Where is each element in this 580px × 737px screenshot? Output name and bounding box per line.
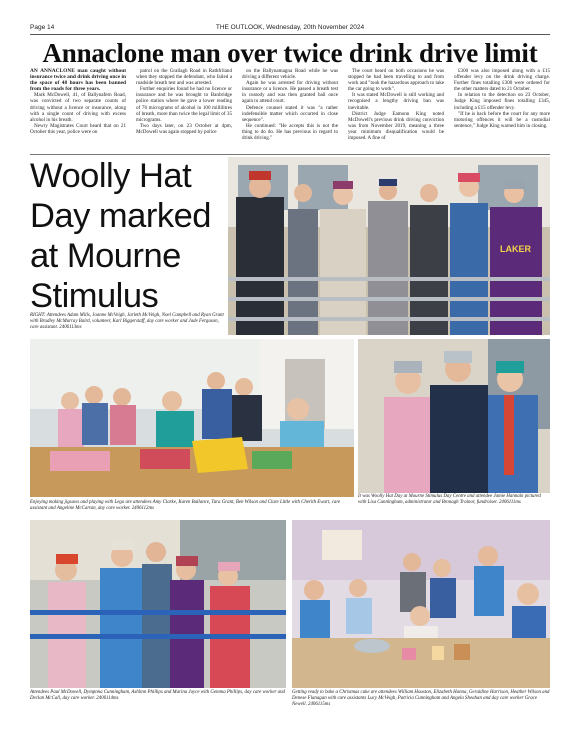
article-paragraph: He continued: "He accepts this is not the thing to do do. He has previous in regard to drink driving."	[242, 122, 338, 142]
caption-woolly-hat-trio: It was Woolly Hat Day at Mourne Stimulus Day Centre and attendee Jamie Hannain pictured with Lisa Cunningham, administrator and Bronagh Trainor, fundraiser. 2406111ms	[358, 494, 541, 505]
article-paragraph: The court heard on both occasions he was stopped he had been travelling to and from work and "took the hazardous approach to take the car going to work".	[348, 68, 444, 93]
article-column-1	[30, 68, 126, 152]
article-column-2	[136, 68, 232, 152]
article-paragraph: on the Ballynamagna Road while he was driving a different vehicle.	[242, 68, 338, 81]
caption-lego-table: Enjoying making jigsaws and playing with Lego are attendees Amy Clarke, Karen Ballance, Tara Grant, Ben Wilson and Clare Little with Cherith Ewart, care assistant and Angeline McCartan, day care worker. 2406112ms	[30, 500, 341, 511]
photo-group-outside	[228, 157, 550, 335]
page-header	[30, 24, 550, 34]
page-number: Page 14	[30, 24, 55, 31]
feature-title-line: at Mourne	[30, 237, 181, 275]
article-paragraph: It was stated McDowell is still working and recognised a lengthy driving ban was inevitable.	[348, 92, 444, 111]
article-paragraph: Mark McDowell, 41, of Ballynafern Road, was convicted of two separate counts of driving without a licence or insurance, along with a single count of driving with excess alcohol in his breath.	[30, 92, 126, 123]
article-paragraph: patrol on the Grallagh Road in Rathfriland when they stopped the defendant, who failed a roadside breath test and was arrested.	[136, 68, 232, 87]
caption-group-outside: RIGHT: Attendees Adam Mills, Joanne McVeigh, Jarleth McVeigh, Noel Campbell and Ryan Grant with Bradley McMurray Baird, volunteer, Karl Biggerstaff, day care worker and Jade Ferguson, care assistant. 2406113ms	[30, 313, 224, 330]
article-paragraph: Defence counsel stated it was "a rather indefensible matter which occurred in close sequence".	[242, 104, 338, 123]
article-paragraph: £300 was also imposed along with a £15 offender levy on the drink driving charge. Further fines totalling £300 were ordered for the other matters dated to 21 October.	[454, 68, 550, 93]
header-rule	[30, 34, 550, 35]
feature-title-line: Stimulus	[30, 277, 159, 315]
caption-christmas-cake-baking: Getting ready to bake a Christmas cake are attendees William Houston, Elizabeth Hanna, Geraldine Harrison, Heather Wilson and Denese Flanagan with care assistants Lucy McVeigh, Patricia Cunningham and Angela Sheahan and day care worker Grace Newell. 2406115ms	[292, 690, 550, 707]
feature-title-line: Woolly Hat	[30, 157, 192, 195]
article-paragraph: Newry Magistrates Court heard that on 21 October this year, police were on	[30, 122, 126, 135]
section-rule	[30, 154, 550, 155]
article-paragraph: Again he was arrested for driving without insurance or a licence. He passed a breath test in custody and was then granted bail once again to attend court.	[242, 80, 338, 105]
article-paragraph: Two days later, on 23 October at 4pm, McDowell was again stopped by police	[136, 122, 232, 135]
feature-title-line: Day marked	[30, 197, 211, 235]
masthead: THE OUTLOOK, Wednesday, 20th November 2024	[215, 24, 365, 31]
shirt-text: LAKER	[500, 244, 531, 254]
article-paragraph: In relation to the detection on 23 October, Judge King imposed fines totalling £345, including a £15 offender levy.	[454, 92, 550, 111]
article-paragraph: "If he is back before the court for any more motoring offences it will be a custodial sentence," Judge King warned him in closing.	[454, 110, 550, 129]
caption-attendees-railing: Attendees Paul McDowell, Dympnna Cunningham, Ashlinn Phillips and Marina Joyce with Gemma Phillips, day care worker and Declan McCall, day care worker. 2406114ms	[30, 690, 285, 701]
article-headline: Annaclone man over twice drink drive limit	[42, 38, 538, 68]
photo-christmas-cake-baking	[292, 520, 550, 688]
article-paragraph: District Judge Eamonn King noted McDowell's previous drink driving conviction was from November 2019, meaning a three year minimum disqualification would be imposed. A fine of	[348, 110, 444, 142]
article-column-3	[242, 68, 338, 152]
article-body	[30, 68, 550, 152]
photo-woolly-hat-trio	[358, 339, 550, 493]
photo-lego-table	[30, 339, 354, 497]
article-column-5	[454, 68, 550, 152]
article-paragraph: AN ANNACLONE man caught without insurance twice and drink driving once in the space of 48 hours has been banned from the roads for three years.	[30, 68, 126, 93]
feature-title	[30, 156, 226, 316]
article-paragraph: Further enquiries found he had no licence or insurance and he was brought to Banbridge police station where he gave a lower reading of 76 micrograms of alcohol in 100 millilitres of breath, more than twice the legal limit of 35 micrograms.	[136, 86, 232, 123]
photo-attendees-railing	[30, 520, 286, 688]
article-column-4	[348, 68, 444, 152]
